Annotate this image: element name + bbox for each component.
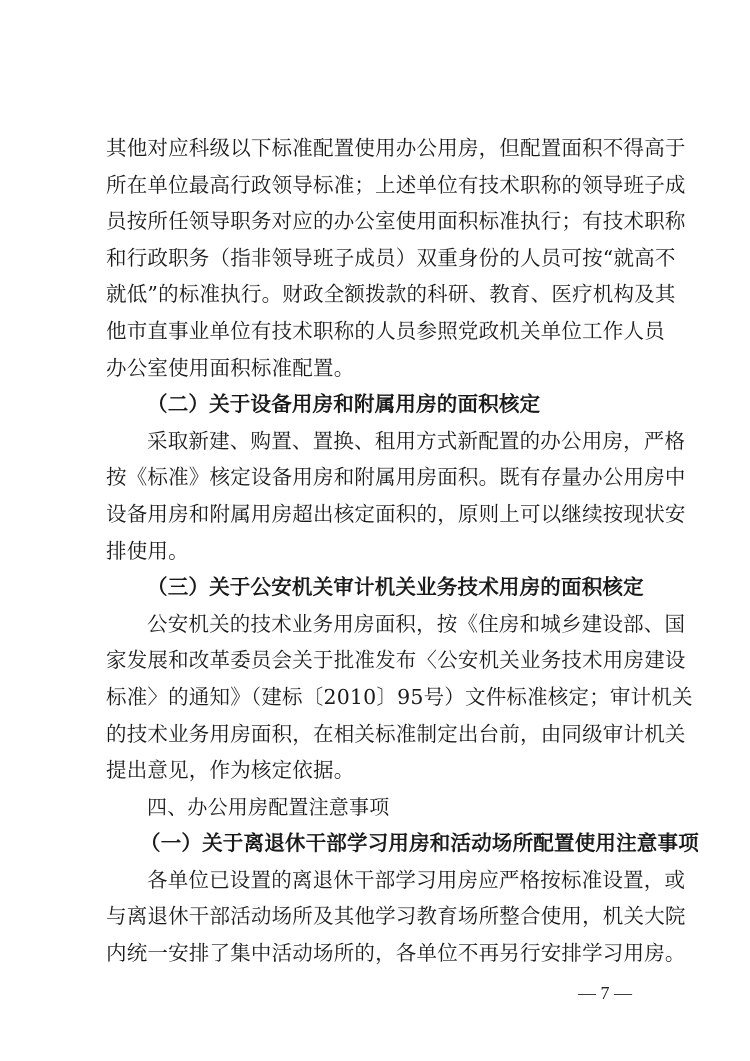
text-line: 排使用。 bbox=[106, 538, 189, 563]
text-line: 就低”的标准执行。财政全额拨款的科研、教育、医疗机构及其 bbox=[106, 282, 676, 307]
text-line: 与离退休干部活动场所及其他学习教育场所整合使用，机关大院 bbox=[106, 904, 686, 929]
section-heading: （一）关于离退休干部学习用房和活动场所配置使用注意事项 bbox=[140, 831, 699, 856]
text-line: 标准〉的通知》（建标〔2010〕95号）文件标准核定；审计机关 bbox=[106, 684, 693, 709]
section-heading: （二）关于设备用房和附属用房的面积核定 bbox=[147, 392, 541, 417]
text-line: 和行政职务（指非领导班子成员）双重身份的人员可按“就高不 bbox=[106, 245, 676, 270]
text-line: 员按所任领导职务对应的办公室使用面积标准执行；有技术职称 bbox=[106, 209, 686, 234]
document-body bbox=[106, 130, 699, 972]
text-line: 办公室使用面积标准配置。 bbox=[106, 355, 355, 380]
text-line: 内统一安排了集中活动场所的，各单位不再另行安排学习用房。 bbox=[106, 941, 686, 966]
text-line: 家发展和改革委员会关于批准发布〈公安机关业务技术用房建设 bbox=[106, 648, 686, 673]
text-line: 的技术业务用房面积，在相关标准制定出台前，由同级审计机关 bbox=[106, 721, 686, 746]
text-line: 提出意见，作为核定依据。 bbox=[106, 758, 355, 783]
text-line: 设备用房和附属用房超出核定面积的，原则上可以继续按现状安 bbox=[106, 501, 686, 526]
chapter-heading: 四、办公用房配置注意事项 bbox=[147, 794, 390, 819]
text-line: 采取新建、购置、置换、租用方式新配置的办公用房，严格 bbox=[147, 428, 686, 453]
text-line: 所在单位最高行政领导标准；上述单位有技术职称的领导班子成 bbox=[106, 172, 686, 197]
section-heading: （三）关于公安机关审计机关业务技术用房的面积核定 bbox=[147, 575, 644, 600]
text-line: 公安机关的技术业务用房面积，按《住房和城乡建设部、国 bbox=[147, 611, 686, 636]
page-number: — 7 — bbox=[578, 983, 632, 1003]
text-line: 按《标准》核定设备用房和附属用房面积。既有存量办公用房中 bbox=[106, 465, 686, 490]
text-line: 各单位已设置的离退休干部学习用房应严格按标准设置，或 bbox=[147, 867, 686, 892]
text-line: 他市直事业单位有技术职称的人员参照党政机关单位工作人员 bbox=[106, 318, 665, 343]
text-line: 其他对应科级以下标准配置使用办公用房，但配置面积不得高于 bbox=[106, 136, 686, 160]
